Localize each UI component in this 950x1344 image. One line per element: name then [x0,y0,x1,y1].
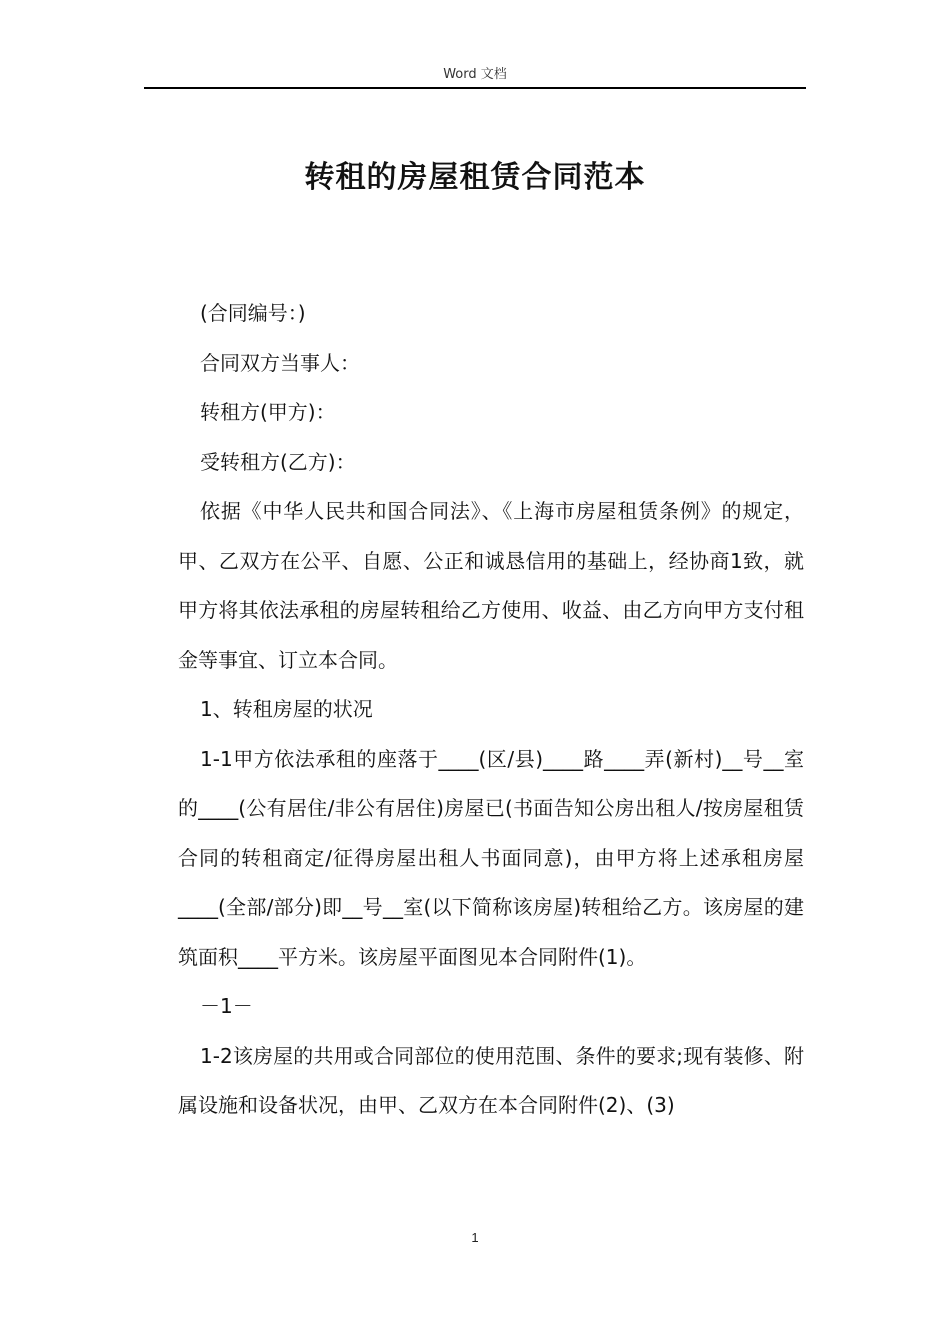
paragraph-party-b: 受转租方(乙方)： [200,449,356,474]
paragraph-party-a: 转租方(甲方)： [200,400,336,424]
header-rule [144,87,806,89]
document-title: 转租的房屋租赁合同范本 [304,160,646,195]
clause-1-1: 1-1甲方依法承租的座落于____(区/县)____路____弄(新村)__号__室的____(公有居住/非公有居住)房屋已(书面告知公房出租人/按房屋租赁合同的转租商定/征得房屋出租人书面同意)，由甲方将上述承租房屋____(全部/部分)即__号__室(以下简称该房屋)转租给乙方。该房屋的建筑面积____平方米。该房屋平面图见本合同附件(1)。 [178,746,804,969]
paragraph-preamble: 依据《中华人民共和国合同法》、《上海市房屋租赁条例》的规定，甲、乙双方在公平、自愿、公正和诚恳信用的基础上，经协商1致，就甲方将其依法承租的房屋转租给乙方使用、收益、由乙方向甲方支付租金等事宜、订立本合同。 [178,499,804,672]
document-body [178,289,804,1131]
paragraph-parties: 合同双方当事人： [200,350,360,375]
page-header: Word 文档 [443,67,507,82]
clause-1-2: 1-2该房屋的共用或合同部位的使用范围、条件的要求;现有装修、附属设施和设备状况，由甲、乙双方在本合同附件(2)、(3) [178,1043,804,1117]
paragraph-contract-number: (合同编号：) [200,301,306,325]
inline-page-marker: －1－ [200,994,253,1018]
page-number: 1 [471,1230,479,1245]
section-heading-1: 1、转租房屋的状况 [200,697,373,721]
